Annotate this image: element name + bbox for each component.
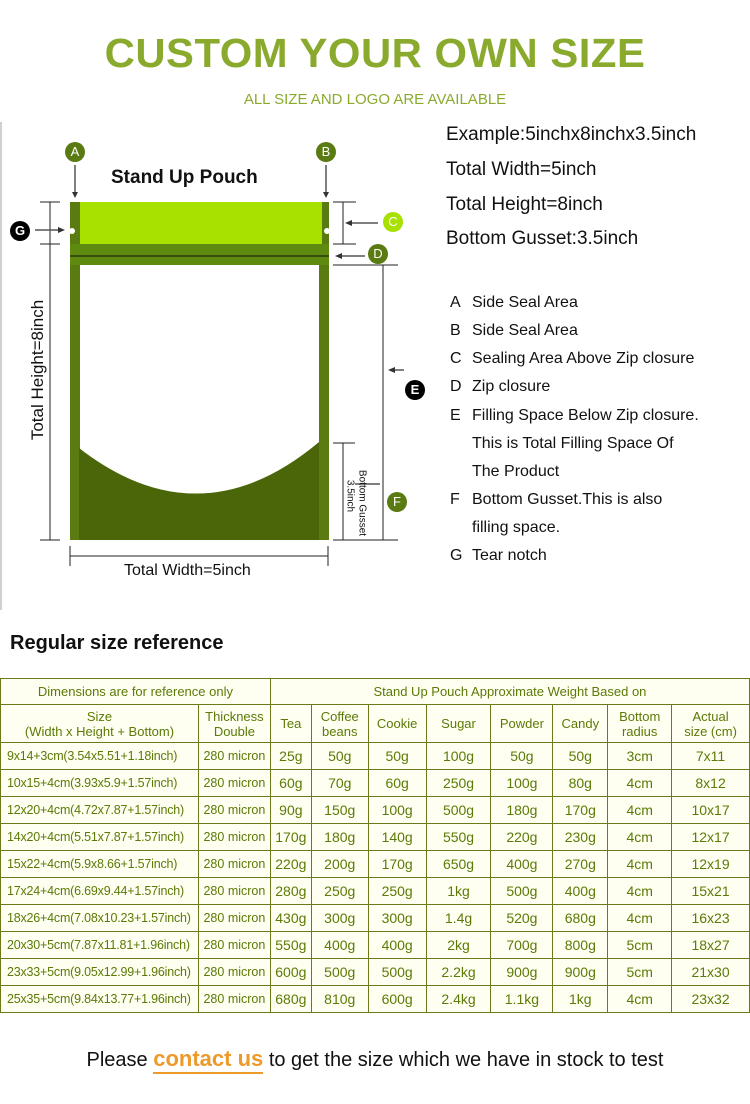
cell-tea: 600g — [270, 959, 311, 986]
example-gusset: Bottom Gusset:3.5inch — [446, 228, 639, 249]
cell-thickness: 280 micron — [198, 959, 270, 986]
cell-actual: 12x19 — [672, 851, 750, 878]
table-row — [1, 824, 750, 851]
legend-item: C Sealing Area Above Zip closure — [450, 350, 695, 367]
cell-radius: 4cm — [608, 824, 672, 851]
legend-item: E Filling Space Below Zip closure. — [450, 407, 699, 424]
cell-coffee: 810g — [311, 986, 368, 1013]
cell-actual: 15x21 — [672, 878, 750, 905]
table-row — [1, 932, 750, 959]
cell-powder: 700g — [491, 932, 553, 959]
cell-actual: 23x32 — [672, 986, 750, 1013]
marker-g-icon: G — [10, 221, 30, 241]
cell-cookie: 170g — [368, 851, 426, 878]
cell-size: 18x26+4cm(7.08x10.23+1.57inch) — [1, 905, 199, 932]
cell-sugar: 650g — [426, 851, 491, 878]
cell-actual: 16x23 — [672, 905, 750, 932]
cell-size: 9x14+3cm(3.54x5.51+1.18inch) — [1, 743, 199, 770]
cell-cookie: 140g — [368, 824, 426, 851]
cell-coffee: 180g — [311, 824, 368, 851]
page-title: CUSTOM YOUR OWN SIZE — [104, 30, 646, 76]
cell-coffee: 200g — [311, 851, 368, 878]
gusset-size-label: 3.5inch — [344, 479, 356, 513]
cell-size: 14x20+4cm(5.51x7.87+1.57inch) — [1, 824, 199, 851]
legend-item: G Tear notch — [450, 547, 547, 564]
size-table — [0, 678, 750, 1013]
cell-tea: 170g — [270, 824, 311, 851]
table-row — [1, 986, 750, 1013]
cell-radius: 4cm — [608, 905, 672, 932]
example-dimensions: Example:5inchx8inchx3.5inch — [446, 124, 697, 145]
cell-thickness: 280 micron — [198, 878, 270, 905]
cell-actual: 10x17 — [672, 797, 750, 824]
legend-item: D Zip closure — [450, 378, 551, 395]
marker-d-icon: D — [368, 244, 388, 264]
example-width: Total Width=5inch — [446, 159, 597, 180]
cell-radius: 5cm — [608, 959, 672, 986]
cell-size: 23x33+5cm(9.05x12.99+1.96inch) — [1, 959, 199, 986]
col-header-sugar: Sugar — [426, 705, 491, 743]
cell-powder: 400g — [491, 851, 553, 878]
col-header-actual: Actual size (cm) — [672, 705, 750, 743]
cell-thickness: 280 micron — [198, 743, 270, 770]
cell-coffee: 500g — [311, 959, 368, 986]
cell-thickness: 280 micron — [198, 770, 270, 797]
legend-item: B Side Seal Area — [450, 322, 578, 339]
cell-cookie: 500g — [368, 959, 426, 986]
group-header-weight: Stand Up Pouch Approximate Weight Based on — [270, 679, 749, 705]
col-header-cookie: Cookie — [368, 705, 426, 743]
marker-c-icon: C — [383, 212, 403, 232]
col-header-powder: Powder — [491, 705, 553, 743]
cell-candy: 680g — [553, 905, 608, 932]
cell-coffee: 150g — [311, 797, 368, 824]
cell-size: 20x30+5cm(7.87x11.81+1.96inch) — [1, 932, 199, 959]
width-label: Total Width=5inch — [124, 562, 251, 579]
page-subtitle: ALL SIZE AND LOGO ARE AVAILABLE — [243, 91, 507, 108]
cell-powder: 180g — [491, 797, 553, 824]
cell-candy: 900g — [553, 959, 608, 986]
col-header-thickness: Thickness Double — [198, 705, 270, 743]
example-height: Total Height=8inch — [446, 194, 603, 215]
marker-a-icon: A — [65, 142, 85, 162]
cell-size: 10x15+4cm(3.93x5.9+1.57inch) — [1, 770, 199, 797]
cell-powder: 900g — [491, 959, 553, 986]
cell-coffee: 300g — [311, 905, 368, 932]
cell-thickness: 280 micron — [198, 824, 270, 851]
cell-size: 12x20+4cm(4.72x7.87+1.57inch) — [1, 797, 199, 824]
cell-powder: 500g — [491, 878, 553, 905]
pouch-diagram — [0, 130, 440, 610]
cell-radius: 4cm — [608, 770, 672, 797]
cell-cookie: 100g — [368, 797, 426, 824]
table-row — [1, 878, 750, 905]
col-header-radius: Bottom radius — [608, 705, 672, 743]
cell-powder: 220g — [491, 824, 553, 851]
cell-candy: 270g — [553, 851, 608, 878]
cell-radius: 4cm — [608, 797, 672, 824]
cell-radius: 4cm — [608, 878, 672, 905]
legend-item: The Product — [472, 463, 560, 480]
cell-cookie: 600g — [368, 986, 426, 1013]
cell-coffee: 70g — [311, 770, 368, 797]
cell-sugar: 550g — [426, 824, 491, 851]
legend-item: A Side Seal Area — [450, 294, 578, 311]
height-label: Total Height=8inch — [28, 299, 47, 441]
cell-candy: 170g — [553, 797, 608, 824]
cell-size: 15x22+4cm(5.9x8.66+1.57inch) — [1, 851, 199, 878]
cell-actual: 12x17 — [672, 824, 750, 851]
col-header-candy: Candy — [553, 705, 608, 743]
cell-coffee: 400g — [311, 932, 368, 959]
legend-item: This is Total Filling Space Of — [472, 435, 674, 452]
cell-powder: 520g — [491, 905, 553, 932]
col-header-coffee: Coffee beans — [311, 705, 368, 743]
table-row — [1, 797, 750, 824]
cell-sugar: 2.4kg — [426, 986, 491, 1013]
table-row — [1, 905, 750, 932]
table-row — [1, 851, 750, 878]
marker-e-icon: E — [405, 380, 425, 400]
cell-tea: 430g — [270, 905, 311, 932]
cell-sugar: 250g — [426, 770, 491, 797]
cell-sugar: 500g — [426, 797, 491, 824]
cell-powder: 1.1kg — [491, 986, 553, 1013]
table-row — [1, 770, 750, 797]
gusset-label: Bottom Gusset — [356, 469, 368, 537]
cell-radius: 5cm — [608, 932, 672, 959]
cell-cookie: 60g — [368, 770, 426, 797]
cell-thickness: 280 micron — [198, 797, 270, 824]
cell-actual: 18x27 — [672, 932, 750, 959]
section-title: Regular size reference — [10, 632, 224, 654]
cell-tea: 60g — [270, 770, 311, 797]
cell-coffee: 50g — [311, 743, 368, 770]
legend-item: F Bottom Gusset.This is also — [450, 491, 663, 508]
cell-sugar: 2kg — [426, 932, 491, 959]
cell-thickness: 280 micron — [198, 986, 270, 1013]
legend-item: filling space. — [472, 519, 561, 536]
cell-sugar: 100g — [426, 743, 491, 770]
col-header-size: Size (Width x Height + Bottom) — [1, 705, 199, 743]
cell-radius: 4cm — [608, 986, 672, 1013]
cell-candy: 50g — [553, 743, 608, 770]
cell-actual: 21x30 — [672, 959, 750, 986]
cell-sugar: 1kg — [426, 878, 491, 905]
cell-actual: 7x11 — [672, 743, 750, 770]
cell-actual: 8x12 — [672, 770, 750, 797]
cell-thickness: 280 micron — [198, 932, 270, 959]
footer-text: Please contact us to get the size which we have in stock to test — [0, 1046, 750, 1072]
cell-tea: 90g — [270, 797, 311, 824]
diagram-title: Stand Up Pouch — [111, 167, 258, 188]
cell-tea: 25g — [270, 743, 311, 770]
cell-sugar: 2.2kg — [426, 959, 491, 986]
cell-cookie: 300g — [368, 905, 426, 932]
cell-candy: 800g — [553, 932, 608, 959]
cell-candy: 230g — [553, 824, 608, 851]
col-header-tea: Tea — [270, 705, 311, 743]
cell-sugar: 1.4g — [426, 905, 491, 932]
cell-tea: 680g — [270, 986, 311, 1013]
cell-cookie: 250g — [368, 878, 426, 905]
cell-powder: 50g — [491, 743, 553, 770]
cell-thickness: 280 micron — [198, 851, 270, 878]
cell-tea: 220g — [270, 851, 311, 878]
marker-f-icon: F — [387, 492, 407, 512]
cell-cookie: 400g — [368, 932, 426, 959]
table-row — [1, 743, 750, 770]
cell-candy: 1kg — [553, 986, 608, 1013]
cell-candy: 400g — [553, 878, 608, 905]
cell-tea: 280g — [270, 878, 311, 905]
cell-radius: 3cm — [608, 743, 672, 770]
marker-b-icon: B — [316, 142, 336, 162]
cell-tea: 550g — [270, 932, 311, 959]
cell-size: 17x24+4cm(6.69x9.44+1.57inch) — [1, 878, 199, 905]
cell-powder: 100g — [491, 770, 553, 797]
cell-size: 25x35+5cm(9.84x13.77+1.96inch) — [1, 986, 199, 1013]
table-row — [1, 959, 750, 986]
cell-coffee: 250g — [311, 878, 368, 905]
cell-radius: 4cm — [608, 851, 672, 878]
contact-us-link[interactable]: contact us — [153, 1046, 263, 1074]
cell-cookie: 50g — [368, 743, 426, 770]
cell-candy: 80g — [553, 770, 608, 797]
group-header-dimensions: Dimensions are for reference only — [1, 679, 271, 705]
cell-thickness: 280 micron — [198, 905, 270, 932]
